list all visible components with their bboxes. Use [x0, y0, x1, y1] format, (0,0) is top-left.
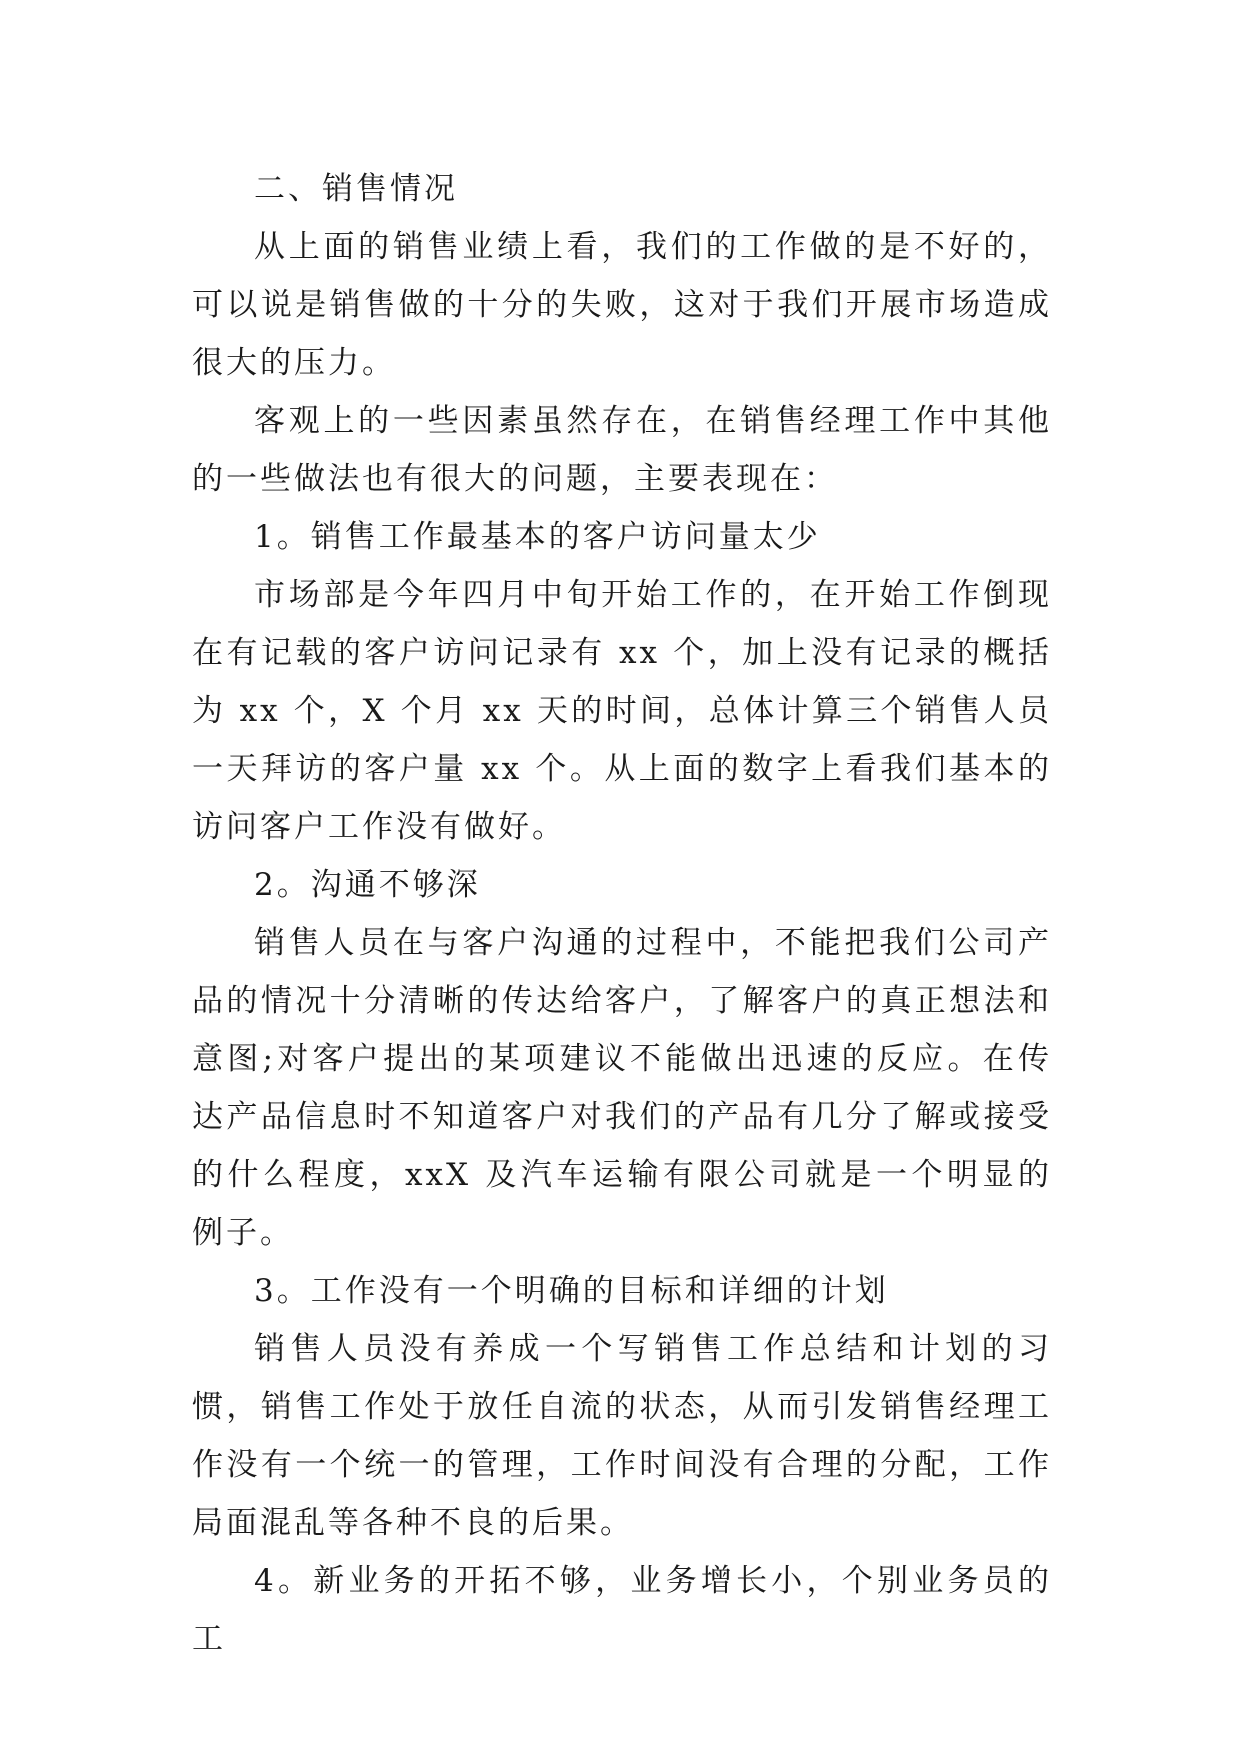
paragraph: 销售人员没有养成一个写销售工作总结和计划的习惯，销售工作处于放任自流的状态，从而引发销售经理工作没有一个统一的管理，工作时间没有合理的分配，工作局面混乱等各种不良的后果。 — [192, 1331, 1052, 1541]
paragraph: 从上面的销售业绩上看，我们的工作做的是不好的，可以说是销售做的十分的失败，这对于我们开展市场造成很大的压力。 — [192, 229, 1052, 381]
paragraph: 销售人员在与客户沟通的过程中，不能把我们公司产品的情况十分清晰的传达给客户，了解客户的真正想法和意图;对客户提出的某项建议不能做出迅速的反应。在传达产品信息时不知道客户对我们的产品有几分了解或接受的什么程度，xxX 及汽车运输有限公司就是一个明显的例子。 — [192, 925, 1052, 1251]
list-item-heading: 2。沟通不够深 — [254, 867, 481, 903]
document-body — [192, 160, 1052, 1668]
paragraph: 市场部是今年四月中旬开始工作的，在开始工作倒现在有记载的客户访问记录有 xx 个，加上没有记录的概括为 xx 个，X 个月 xx 天的时间，总体计算三个销售人员一天拜访的客户量 xx 个。从上面的数字上看我们基本的访问客户工作没有做好。 — [192, 577, 1052, 845]
list-item-heading: 1。销售工作最基本的客户访问量太少 — [254, 519, 821, 555]
paragraph: 客观上的一些因素虽然存在，在销售经理工作中其他的一些做法也有很大的问题，主要表现在： — [192, 403, 1052, 497]
list-item-heading: 4。新业务的开拓不够，业务增长小，个别业务员的工 — [192, 1563, 1052, 1657]
section-heading: 二、销售情况 — [254, 171, 458, 207]
list-item-heading: 3。工作没有一个明确的目标和详细的计划 — [254, 1273, 889, 1309]
